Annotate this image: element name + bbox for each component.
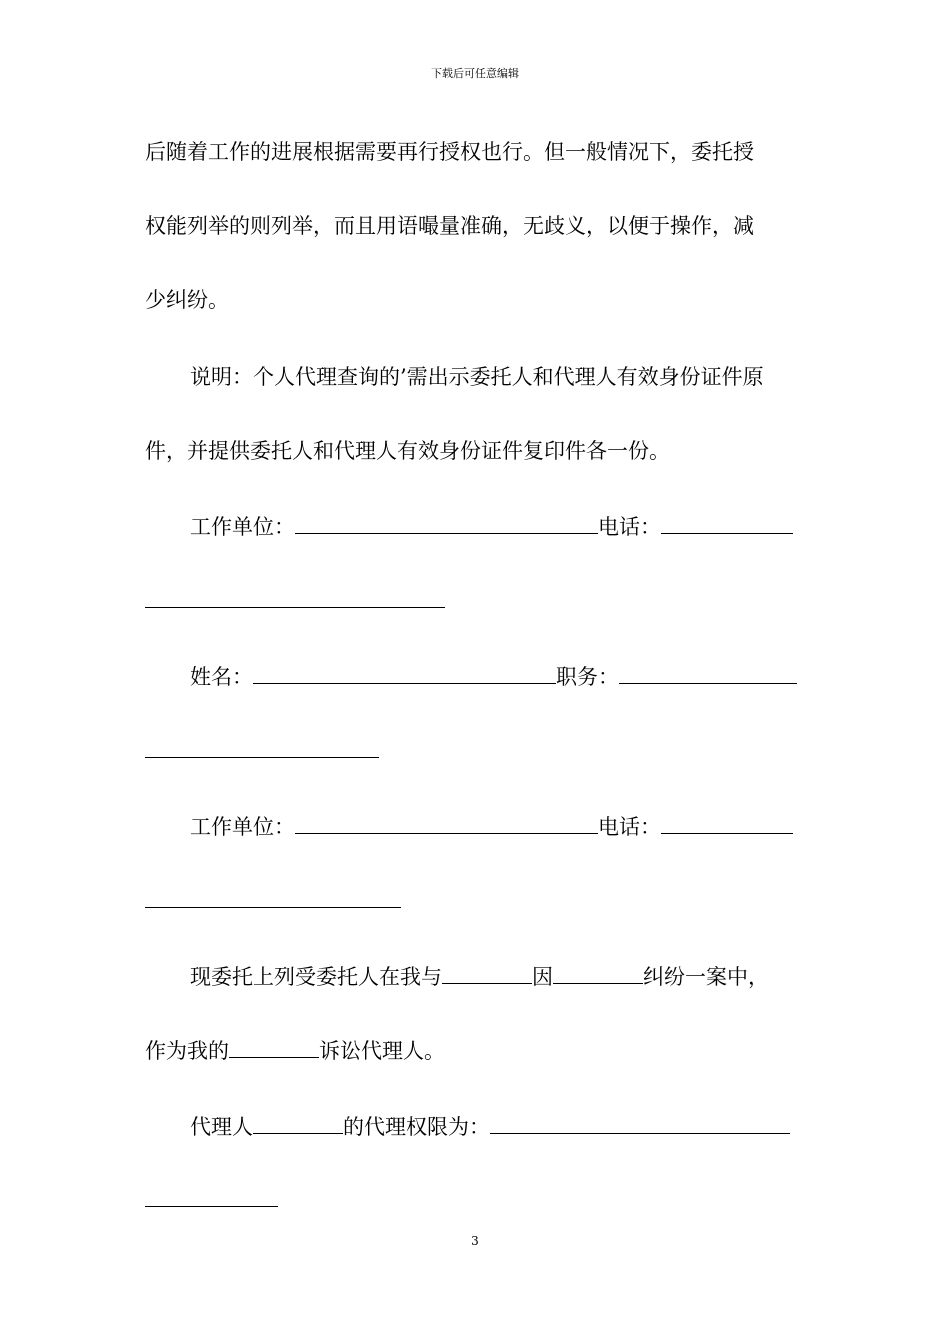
authority-text: 的代理权限为： <box>343 1115 490 1139</box>
name-row <box>190 660 810 690</box>
paragraph-line: 权能列举的则列举，而且用语嘬量准确，无歧义，以便于操作，减 <box>145 214 754 238</box>
phone-field-continuation[interactable] <box>145 607 445 608</box>
name-field[interactable] <box>253 660 556 684</box>
entrust-text: 因 <box>532 965 553 989</box>
work-unit-field[interactable] <box>295 810 598 834</box>
entrust-text: 纠纷一案中， <box>643 965 769 989</box>
position-field-continuation[interactable] <box>145 757 379 758</box>
paragraph-line: 少纠纷。 <box>145 288 229 312</box>
work-unit-label: 工作单位： <box>190 515 295 539</box>
work-unit-row <box>190 510 810 540</box>
dispute-field[interactable] <box>553 960 643 984</box>
page-number: 3 <box>471 1234 479 1248</box>
phone-field[interactable] <box>661 510 793 534</box>
phone-label: 电话： <box>598 815 661 839</box>
entrust-text: 现委托上列受委托人在我与 <box>190 965 442 989</box>
entrust-text: 诉讼代理人。 <box>319 1039 445 1063</box>
agent-name-field[interactable] <box>253 1110 343 1134</box>
authority-text: 代理人 <box>190 1115 253 1139</box>
authority-row <box>190 1110 810 1140</box>
authority-field-continuation[interactable] <box>145 1206 278 1207</box>
phone-field-continuation[interactable] <box>145 907 401 908</box>
entrust-row <box>190 960 810 990</box>
name-label: 姓名： <box>190 665 253 689</box>
opponent-field[interactable] <box>442 960 532 984</box>
position-label: 职务： <box>556 665 619 689</box>
note-line: 件，并提供委托人和代理人有效身份证件复印件各一份。 <box>145 439 670 463</box>
note-line: 说明：个人代理查询的’需出示委托人和代理人有效身份证件原 <box>190 365 764 389</box>
work-unit-field[interactable] <box>295 510 598 534</box>
work-unit-row <box>190 810 810 840</box>
position-field[interactable] <box>619 660 797 684</box>
work-unit-label: 工作单位： <box>190 815 295 839</box>
entrust-text: 作为我的 <box>145 1039 229 1063</box>
phone-label: 电话： <box>598 515 661 539</box>
phone-field[interactable] <box>661 810 793 834</box>
page-header: 下载后可任意编辑 <box>431 67 519 80</box>
paragraph-line: 后随着工作的进展根据需要再行授权也行。但一般情况下，委托授 <box>145 140 754 164</box>
authority-field[interactable] <box>490 1110 790 1134</box>
entrust-row <box>145 1034 810 1064</box>
role-field[interactable] <box>229 1034 319 1058</box>
